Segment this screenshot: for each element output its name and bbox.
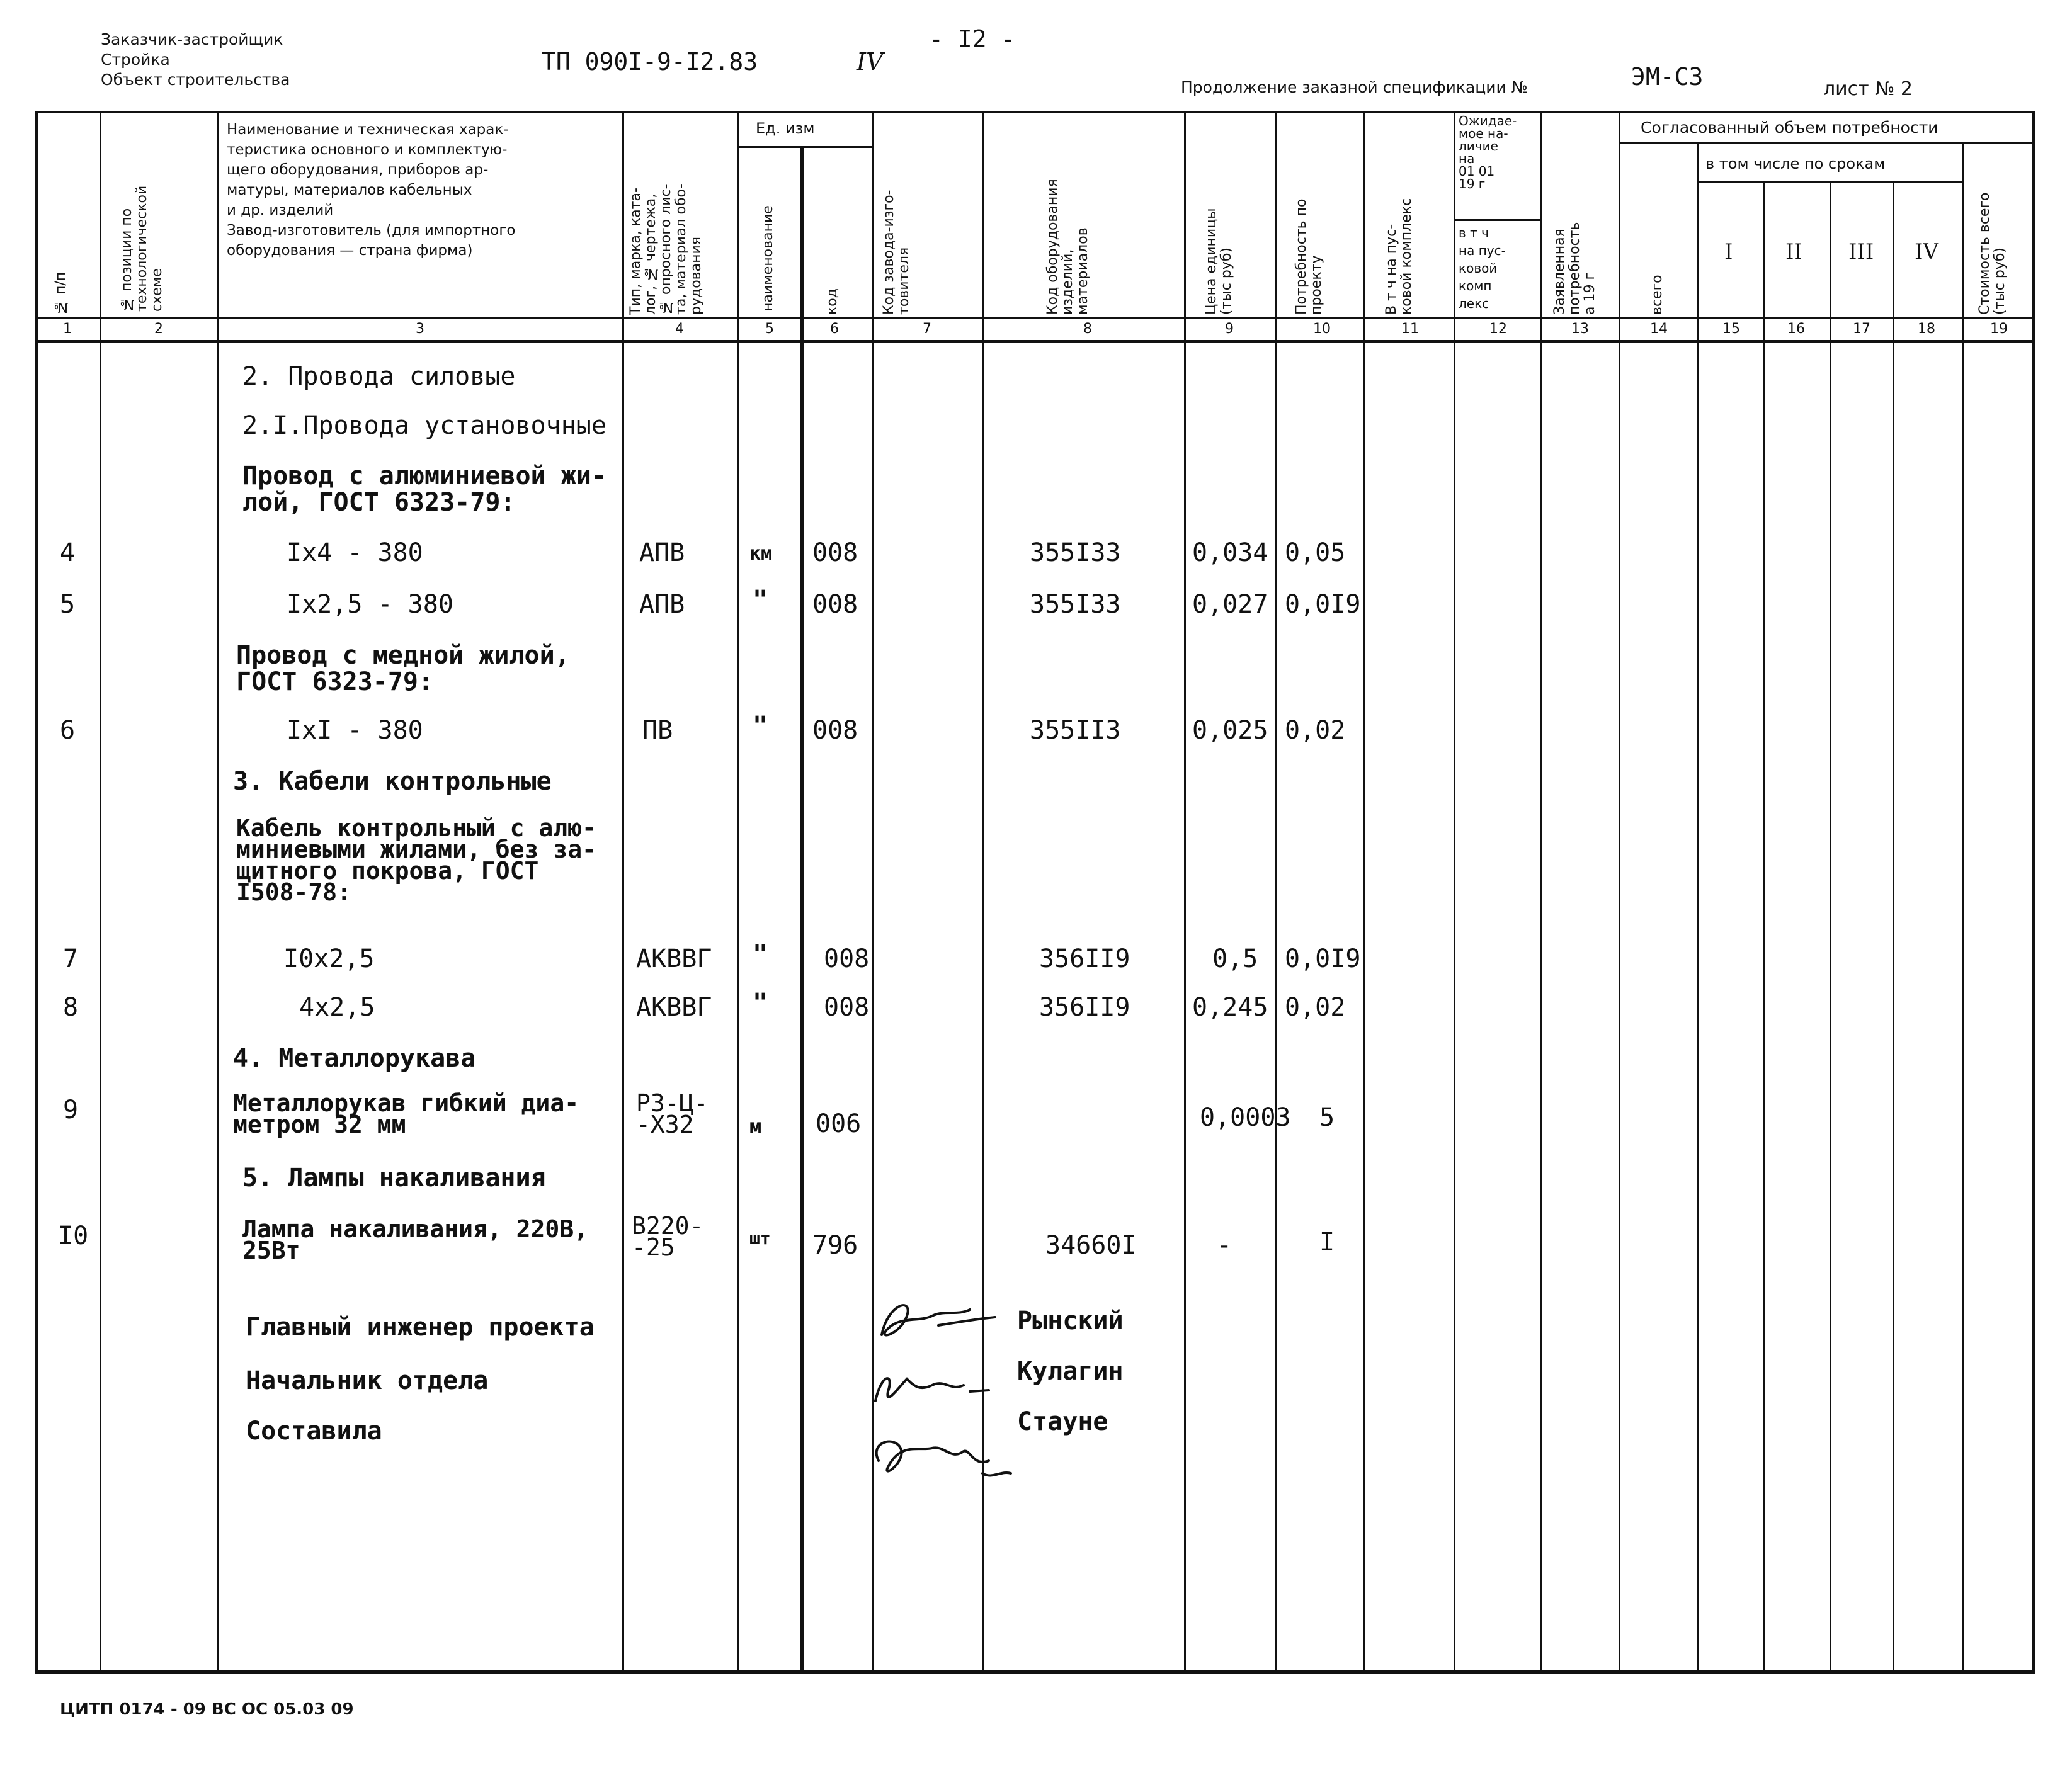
unit-code: 008 [812,590,858,619]
col-header-num: № п/п [53,271,69,315]
unit-name: км [749,543,773,565]
unit-name: " [753,989,768,1017]
unit-name: м [749,1114,762,1138]
row-number: 8 [63,993,79,1022]
spec-number: ЭМ-СЗ [1631,63,1704,91]
project-need: 0,02 [1285,993,1346,1022]
col-header-q2: II [1785,239,1802,264]
item-name: Iх2,5 - 380 [287,590,453,619]
item-name: 4х2,5 [299,993,375,1022]
col-number: 5 [765,321,774,337]
unit-code: 008 [824,944,870,973]
equipment-code: 355II3 [1030,716,1121,745]
unit-code: 008 [812,716,858,745]
section-heading: 2. Провода силовые [242,362,516,391]
project-need: 0,02 [1285,716,1346,745]
col-number: 11 [1401,321,1419,337]
unit-name: " [753,586,768,615]
equipment-code: 355I33 [1030,590,1121,619]
col-header-cost: Стоимость всего (тыс руб) [1977,192,2008,315]
col-header-price: Цена единицы (тыс руб) [1204,208,1234,315]
col-number: 12 [1489,321,1507,337]
col-number: 4 [675,321,684,337]
row-number: 5 [60,590,76,619]
col-header-q4: IV [1915,239,1938,264]
handwritten-signatures [863,1291,1014,1492]
item-type: АКВВГ [636,993,712,1022]
chief-engineer-title: Главный инженер проекта [246,1313,595,1342]
author-name: Стауне [1017,1407,1108,1436]
unit-price: 0,0003 [1200,1103,1291,1132]
author-title: Составила [246,1417,382,1446]
col-number: 10 [1313,321,1331,337]
row-number: I0 [58,1221,89,1250]
unit-price: 0,245 [1192,993,1268,1022]
project-need: 0,0I9 [1285,944,1361,973]
col-header-need: Потребность по проекту [1294,198,1324,315]
col-header-unit-name: наименование [760,205,776,312]
group-heading: Провод с алюминиевой жи- лой, ГОСТ 6323-79: [242,462,606,517]
page-number: - I2 - [929,25,1016,53]
col-number: 8 [1083,321,1092,337]
col-number: 7 [923,321,931,337]
group-heading: Провод с медной жилой, ГОСТ 6323-79: [236,641,570,696]
item-name: Лампа накаливания, 220В, 25Вт [242,1215,589,1264]
col-number: 19 [1990,321,2008,337]
department-head-title: Начальник отдела [246,1366,489,1395]
col-header-factory-code: Код завода-изго- товителя [881,190,912,315]
sheet-number: лист № 2 [1823,78,1913,100]
item-name: IхI - 380 [287,716,423,745]
unit-price: 0,034 [1192,538,1268,567]
item-type: РЗ-Ц- -Х32 [636,1089,709,1138]
col-number: 13 [1571,321,1589,337]
customer-label: Заказчик-застройщик [101,30,283,48]
item-type: ПВ [642,716,673,745]
volume-number: IV [857,48,884,76]
col-number: 18 [1918,321,1935,337]
col-header-agreed: Согласованный объем потребности [1641,118,1938,137]
row-number: 4 [60,538,76,567]
project-code: ТП 090I-9-I2.83 [542,48,758,76]
chief-engineer-name: Рынский [1017,1306,1124,1335]
unit-code: 008 [824,993,870,1022]
unit-name: шт [749,1228,771,1249]
department-head-name: Кулагин [1017,1357,1124,1386]
equipment-code: 34660I [1045,1231,1137,1260]
item-type: АКВВГ [636,944,712,973]
section-heading: 5. Лампы накаливания [242,1164,546,1193]
project-need: 0,0I9 [1285,590,1361,619]
col-number: 9 [1225,321,1234,337]
equipment-code: 356II9 [1039,944,1130,973]
col-header-equipment-code: Код оборудования изделий, материалов [1045,179,1091,315]
continuation-label: Продолжение заказной спецификации № [1181,78,1528,96]
unit-name: " [753,940,768,969]
item-name: I0х2,5 [283,944,375,973]
col-header-position: № позиции по технологической схеме [119,185,165,312]
object-label: Объект строительства [101,71,290,89]
col-number: 6 [830,321,839,337]
project-need: 5 [1319,1103,1335,1132]
col-number: 17 [1853,321,1870,337]
unit-name: " [753,711,768,740]
item-name: Iх4 - 380 [287,538,423,567]
item-name: Металлорукав гибкий диа- метром 32 мм [233,1089,579,1138]
row-number: 7 [63,944,79,973]
section-heading: 4. Металлорукава [233,1044,476,1073]
equipment-code: 356II9 [1039,993,1130,1022]
col-header-expected-launch: в т ч на пус- ковой комп лекс [1459,225,1506,311]
col-header-launch: В т ч на пус- ковой комплекс [1384,198,1415,315]
section-heading: 3. Кабели контрольные [233,767,552,796]
project-need: I [1319,1228,1335,1257]
col-header-unit-code: код [824,288,840,315]
unit-price: 0,027 [1192,590,1268,619]
col-number: 2 [154,321,163,337]
equipment-code: 355I33 [1030,538,1121,567]
col-header-expected: Ожидае- мое на- личие на 01 01 19 г [1459,113,1517,191]
col-header-by-period: в том числе по срокам [1705,155,1886,173]
section-heading: 2.I.Провода установочные [242,411,606,440]
item-type: АПВ [639,590,685,619]
group-heading: Кабель контрольный с алю- миниевыми жилами, без за- щитного покрова, ГОСТ I508-78: [236,814,596,906]
unit-code: 796 [812,1231,858,1260]
col-header-declared: Заявленная потребность а 19 г [1552,222,1598,315]
col-header-q3: III [1848,239,1874,264]
unit-price: - [1217,1231,1232,1260]
col-header-q1: I [1724,239,1733,264]
project-need: 0,05 [1285,538,1346,567]
unit-price: 0,5 [1212,944,1258,973]
col-header-total: всего [1649,275,1665,315]
row-number: 9 [63,1096,79,1125]
unit-code: 008 [812,538,858,567]
item-type: В220- -25 [632,1212,704,1261]
col-number: 15 [1722,321,1740,337]
col-number: 14 [1650,321,1668,337]
construction-label: Стройка [101,50,170,69]
col-number: 3 [416,321,424,337]
col-header-name: Наименование и техническая харак- теристика основного и комплектую- щего оборудования, приборов ар- матуры, материалов кабельных и др. изделий Завод-изготовитель (для импортного оборудования — страна фирма) [227,122,516,259]
col-header-type: Тип, марка, ката- лог, № чертежа, № опросного лис- та, материал обо- рудования [628,184,704,315]
col-number: 16 [1787,321,1805,337]
col-number: 1 [63,321,72,337]
item-type: АПВ [639,538,685,567]
unit-code: 006 [816,1109,862,1138]
col-header-unit-group: Ед. изм [756,120,815,137]
row-number: 6 [60,716,76,745]
footer-code: ЦИТП 0174 - 09 ВС ОС 05.03 09 [60,1700,354,1719]
unit-price: 0,025 [1192,716,1268,745]
